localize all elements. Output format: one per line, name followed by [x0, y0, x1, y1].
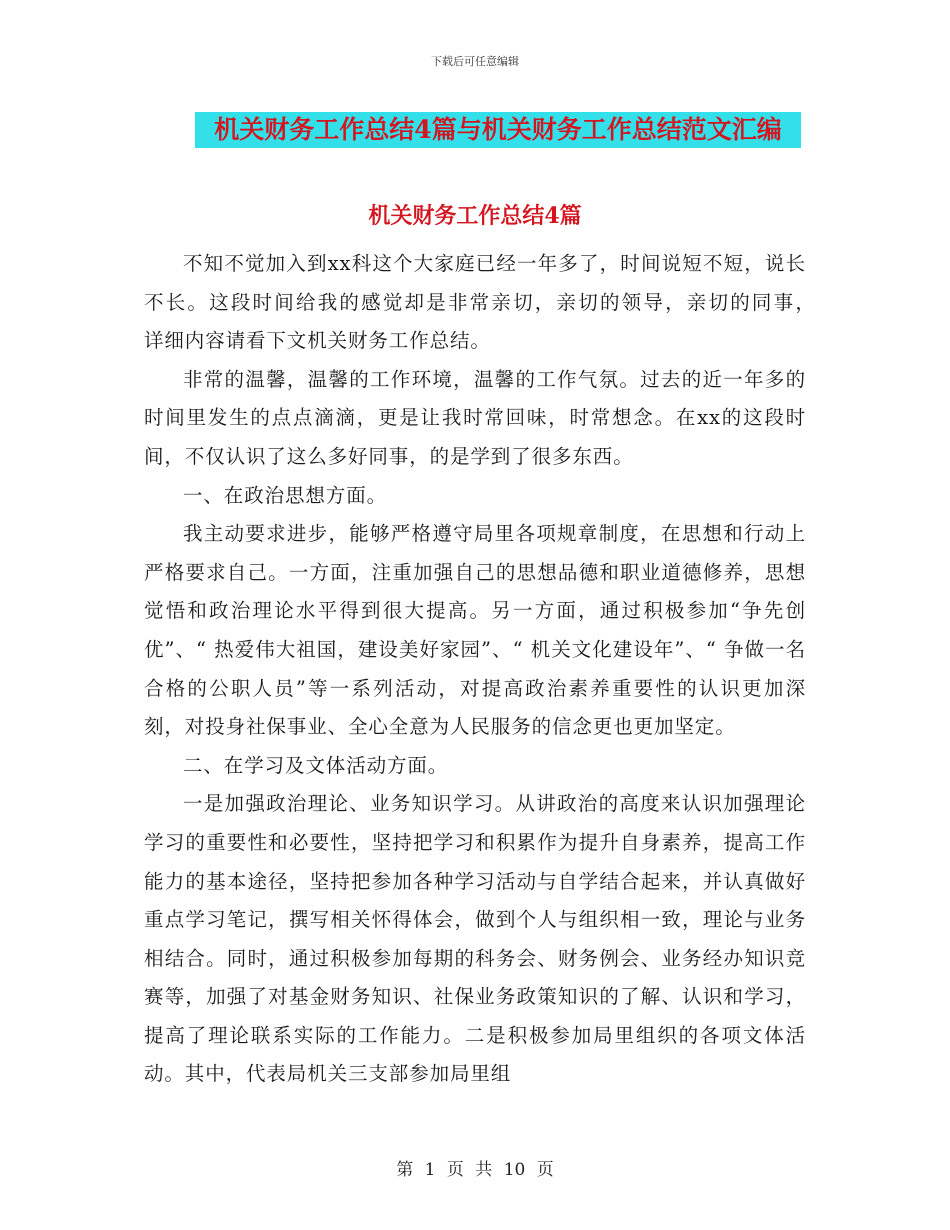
section-heading: 一、在政治思想方面。	[183, 483, 388, 507]
header-note: 下载后可任意编辑	[431, 55, 519, 68]
paragraph: 非常的温馨，温馨的工作环境，温馨的工作气氛。过去的近一年多的时间里发生的点点滴滴，更是让我时常回味，时常想念。在xx的这段时间，不仅认识了这么多好同事，的是学到了很多东西。	[144, 367, 806, 468]
document-main-title: 机关财务工作总结4篇与机关财务工作总结范文汇编	[195, 112, 801, 148]
document-sub-title: 机关财务工作总结4篇	[368, 203, 582, 229]
section-heading: 二、在学习及文体活动方面。	[183, 753, 449, 777]
paragraph: 我主动要求进步，能够严格遵守局里各项规章制度，在思想和行动上严格要求自己。一方面，注重加强自己的思想品德和职业道德修养，思想觉悟和政治理论水平得到很大提高。另一方面，通过积极参加“争先创优”、“ 热爱伟大祖国，建设美好家园”、“ 机关文化建设年”、“ 争做一名合格的公职人员”等一系列活动，对提高政治素养重要性的认识更加深刻，对投身社保事业、全心全意为人民服务的信念更也更加坚定。	[144, 522, 806, 739]
paragraph: 一是加强政治理论、业务知识学习。从讲政治的高度来认识加强理论学习的重要性和必要性，坚持把学习和积累作为提升自身素养，提高工作能力的基本途径，坚持把参加各种学习活动与自学结合起来，并认真做好重点学习笔记，撰写相关怀得体会，做到个人与组织相一致，理论与业务相结合。同时，通过积极参加每期的科务会、财务例会、业务经办知识竞赛等，加强了对基金财务知识、社保业务政策知识的了解、认识和学习，提高了理论联系实际的工作能力。二是积极参加局里组织的各项文体活动。其中，代表局机关三支部参加局里组	[144, 792, 806, 1086]
page-footer: 第 1 页 共 10 页	[396, 1160, 554, 1180]
paragraph: 不知不觉加入到xx科这个大家庭已经一年多了，时间说短不短，说长不长。这段时间给我的感觉却是非常亲切，亲切的领导，亲切的同事， 详细内容请看下文机关财务工作总结。	[144, 252, 827, 353]
document-body	[144, 245, 827, 1094]
